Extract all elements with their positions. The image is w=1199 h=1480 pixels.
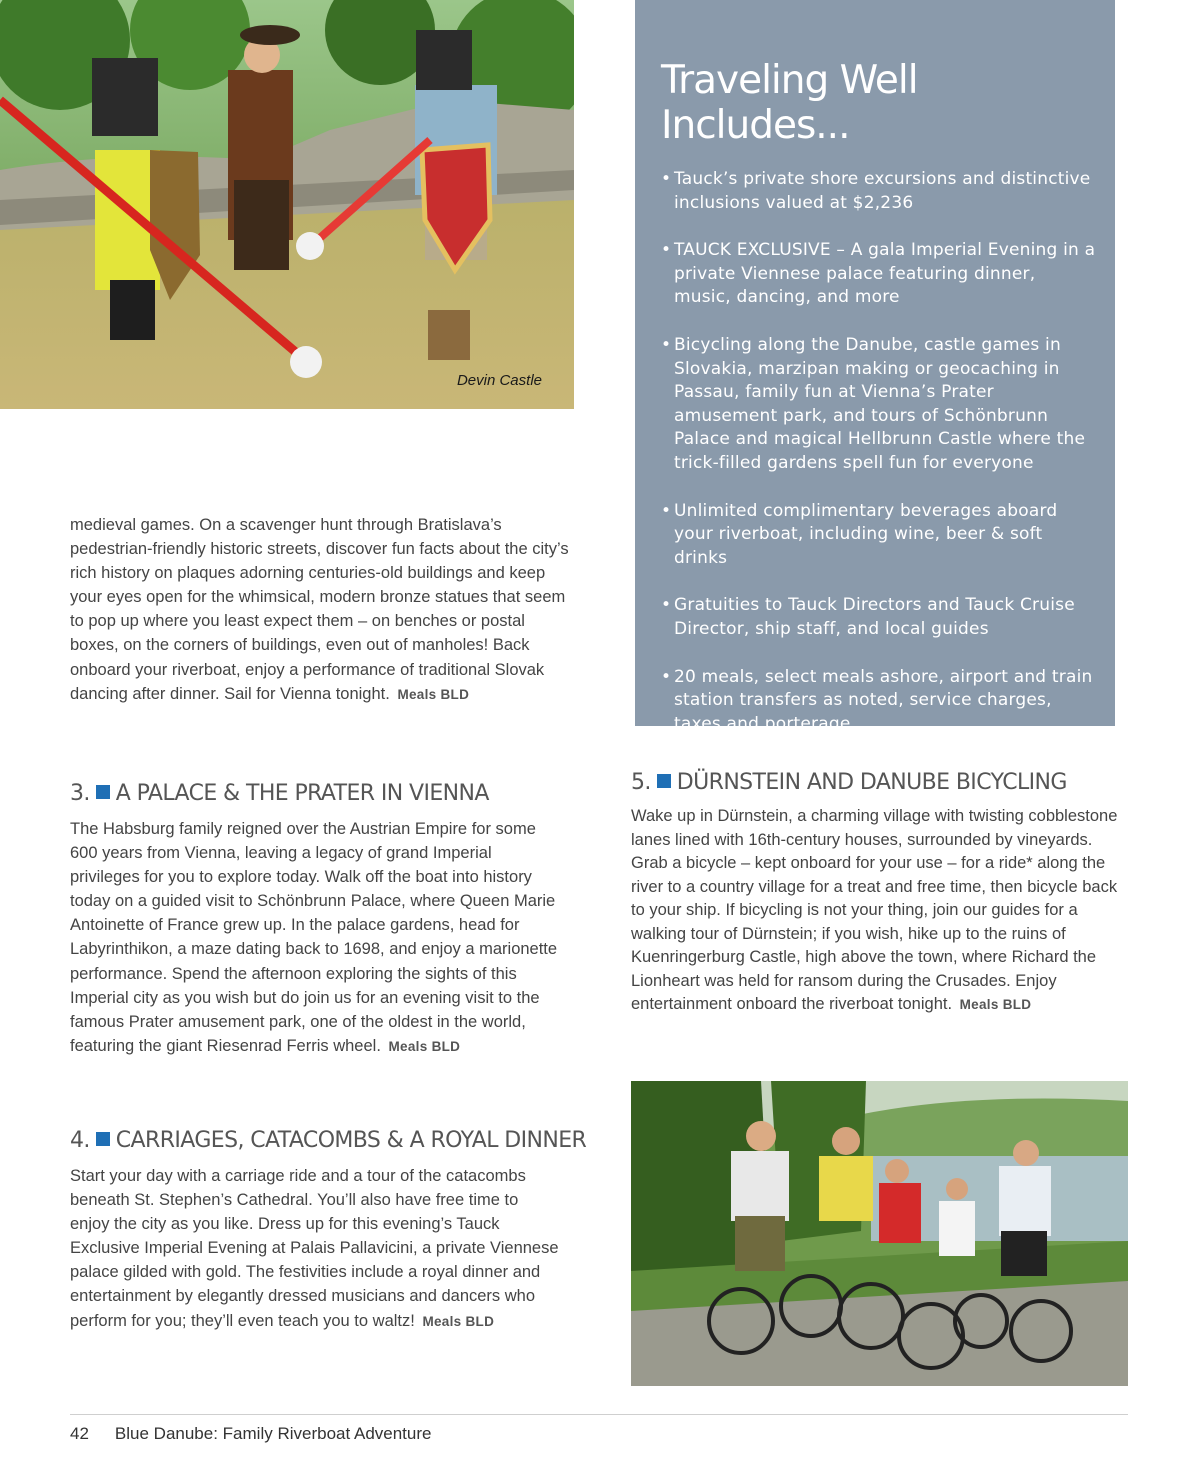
day-number: 5. — [631, 770, 651, 795]
blue-square-icon — [657, 774, 671, 788]
day-number: 3. — [70, 781, 90, 806]
sidebar-title: Traveling Well Includes... — [661, 58, 918, 148]
day-5-paragraph — [631, 805, 1131, 1017]
inclusion-item: • Tauck’s private shore excursions and distinctive inclusions valued at $2,236 — [661, 168, 1097, 215]
day-title: A PALACE & THE PRATER IN VIENNA — [115, 781, 489, 806]
day-5-heading — [631, 770, 1067, 795]
inclusion-item: • Unlimited complimentary beverages aboard your riverboat, including wine, beer & soft drinks — [661, 500, 1097, 571]
meals-label: Meals BLD — [388, 1038, 461, 1054]
day-3-heading — [70, 781, 489, 806]
day-text: Start your day with a carriage ride and a tour of the catacombs beneath St. Stephen’s Cathedral. You’ll also have free time to enjoy the city as you like. Dress up for this evening’s Tauck Exclusive Imperial Evening at Palais Pallavicini, a private Viennese palace gilded with gold. The festivities include a royal dinner and entertainment by elegantly dressed musicians and dancers who perform for you; they’ll even teach you to waltz! — [70, 1167, 559, 1330]
footer-rule — [70, 1414, 1128, 1415]
meals-label: Meals BLD — [397, 686, 470, 702]
day-4-paragraph — [70, 1164, 562, 1334]
bikes-photo-illustration — [631, 1081, 1128, 1386]
bicycling-family-photo — [631, 1081, 1128, 1386]
blue-square-icon — [96, 785, 110, 799]
intro-paragraph — [70, 513, 570, 707]
blue-square-icon — [96, 1132, 110, 1146]
inclusion-item: • TAUCK EXCLUSIVE – A gala Imperial Evening in a private Viennese palace featuring dinner, music, dancing, and more — [661, 239, 1097, 310]
day-number: 4. — [70, 1128, 90, 1153]
page-footer — [70, 1424, 431, 1444]
inclusions-list — [661, 168, 1097, 736]
meals-label: Meals BLD — [959, 997, 1032, 1012]
inclusion-item: • 20 meals, select meals ashore, airport and train station transfers as noted, service charges, taxes and porterage — [661, 666, 1097, 737]
inclusion-item: • Gratuities to Tauck Directors and Tauck Cruise Director, ship staff, and local guides — [661, 594, 1097, 641]
day-text: Wake up in Dürnstein, a charming village with twisting cobblestone lanes lined with 16th-century houses, surrounded by vineyards. Grab a bicycle – kept onboard for your use – for a ride* along the river to a country village for a treat and free time, then bicycle back to your ship. If bicycling is not your thing, join our guides for a walking tour of Dürnstein; if you wish, hike up to the ruins of Kuenringerburg Castle, high above the town, where Richard the Lionheart was held for ransom during the Crusades. Enjoy entertainment onboard the riverboat tonight. — [631, 807, 1118, 1013]
day-3-paragraph — [70, 817, 562, 1059]
castle-photo-illustration — [0, 0, 574, 409]
day-title: CARRIAGES, CATACOMBS & A ROYAL DINNER — [115, 1128, 587, 1153]
page-number: 42 — [70, 1424, 89, 1443]
traveling-well-sidebar — [635, 0, 1115, 734]
meals-label: Meals BLD — [422, 1313, 495, 1329]
intro-text: medieval games. On a scavenger hunt through Bratislava’s pedestrian-friendly historic streets, discover fun facts about the city’s rich history on plaques adorning centuries-old buildings and keep your eyes open for the whimsical, modern bronze statues that seem to pop up where you least expect them – on benches or postal boxes, on the corners of buildings, even out of manholes! Back onboard your riverboat, enjoy a performance of traditional Slovak dancing after dinner. Sail for Vienna tonight. — [70, 516, 569, 703]
devin-castle-photo — [0, 0, 574, 409]
day-text: The Habsburg family reigned over the Austrian Empire for some 600 years from Vienna, leaving a legacy of grand Imperial privileges for you to explore today. Walk off the boat into history today on a guided visit to Schönbrunn Palace, where Queen Marie Antoinette of France grew up. In the palace gardens, head for Labyrinthikon, a maze dating back to 1698, and enjoy a marionette performance. Spend the afternoon exploring the sights of this Imperial city as you wish but do join us for an evening visit to the famous Prater amusement park, one of the oldest in the world, featuring the giant Riesenrad Ferris wheel. — [70, 820, 558, 1055]
photo-caption: Devin Castle — [456, 372, 542, 389]
day-title: DÜRNSTEIN AND DANUBE BICYCLING — [676, 770, 1067, 795]
inclusion-item: • Bicycling along the Danube, castle games in Slovakia, marzipan making or geocaching in Passau, family fun at Vienna’s Prater amusement park, and tours of Schönbrunn Palace and magical Hellbrunn Castle where the trick-filled gardens spell fun for everyone — [661, 334, 1097, 476]
footer-title: Blue Danube: Family Riverboat Adventure — [114, 1424, 432, 1443]
day-4-heading — [70, 1128, 586, 1153]
